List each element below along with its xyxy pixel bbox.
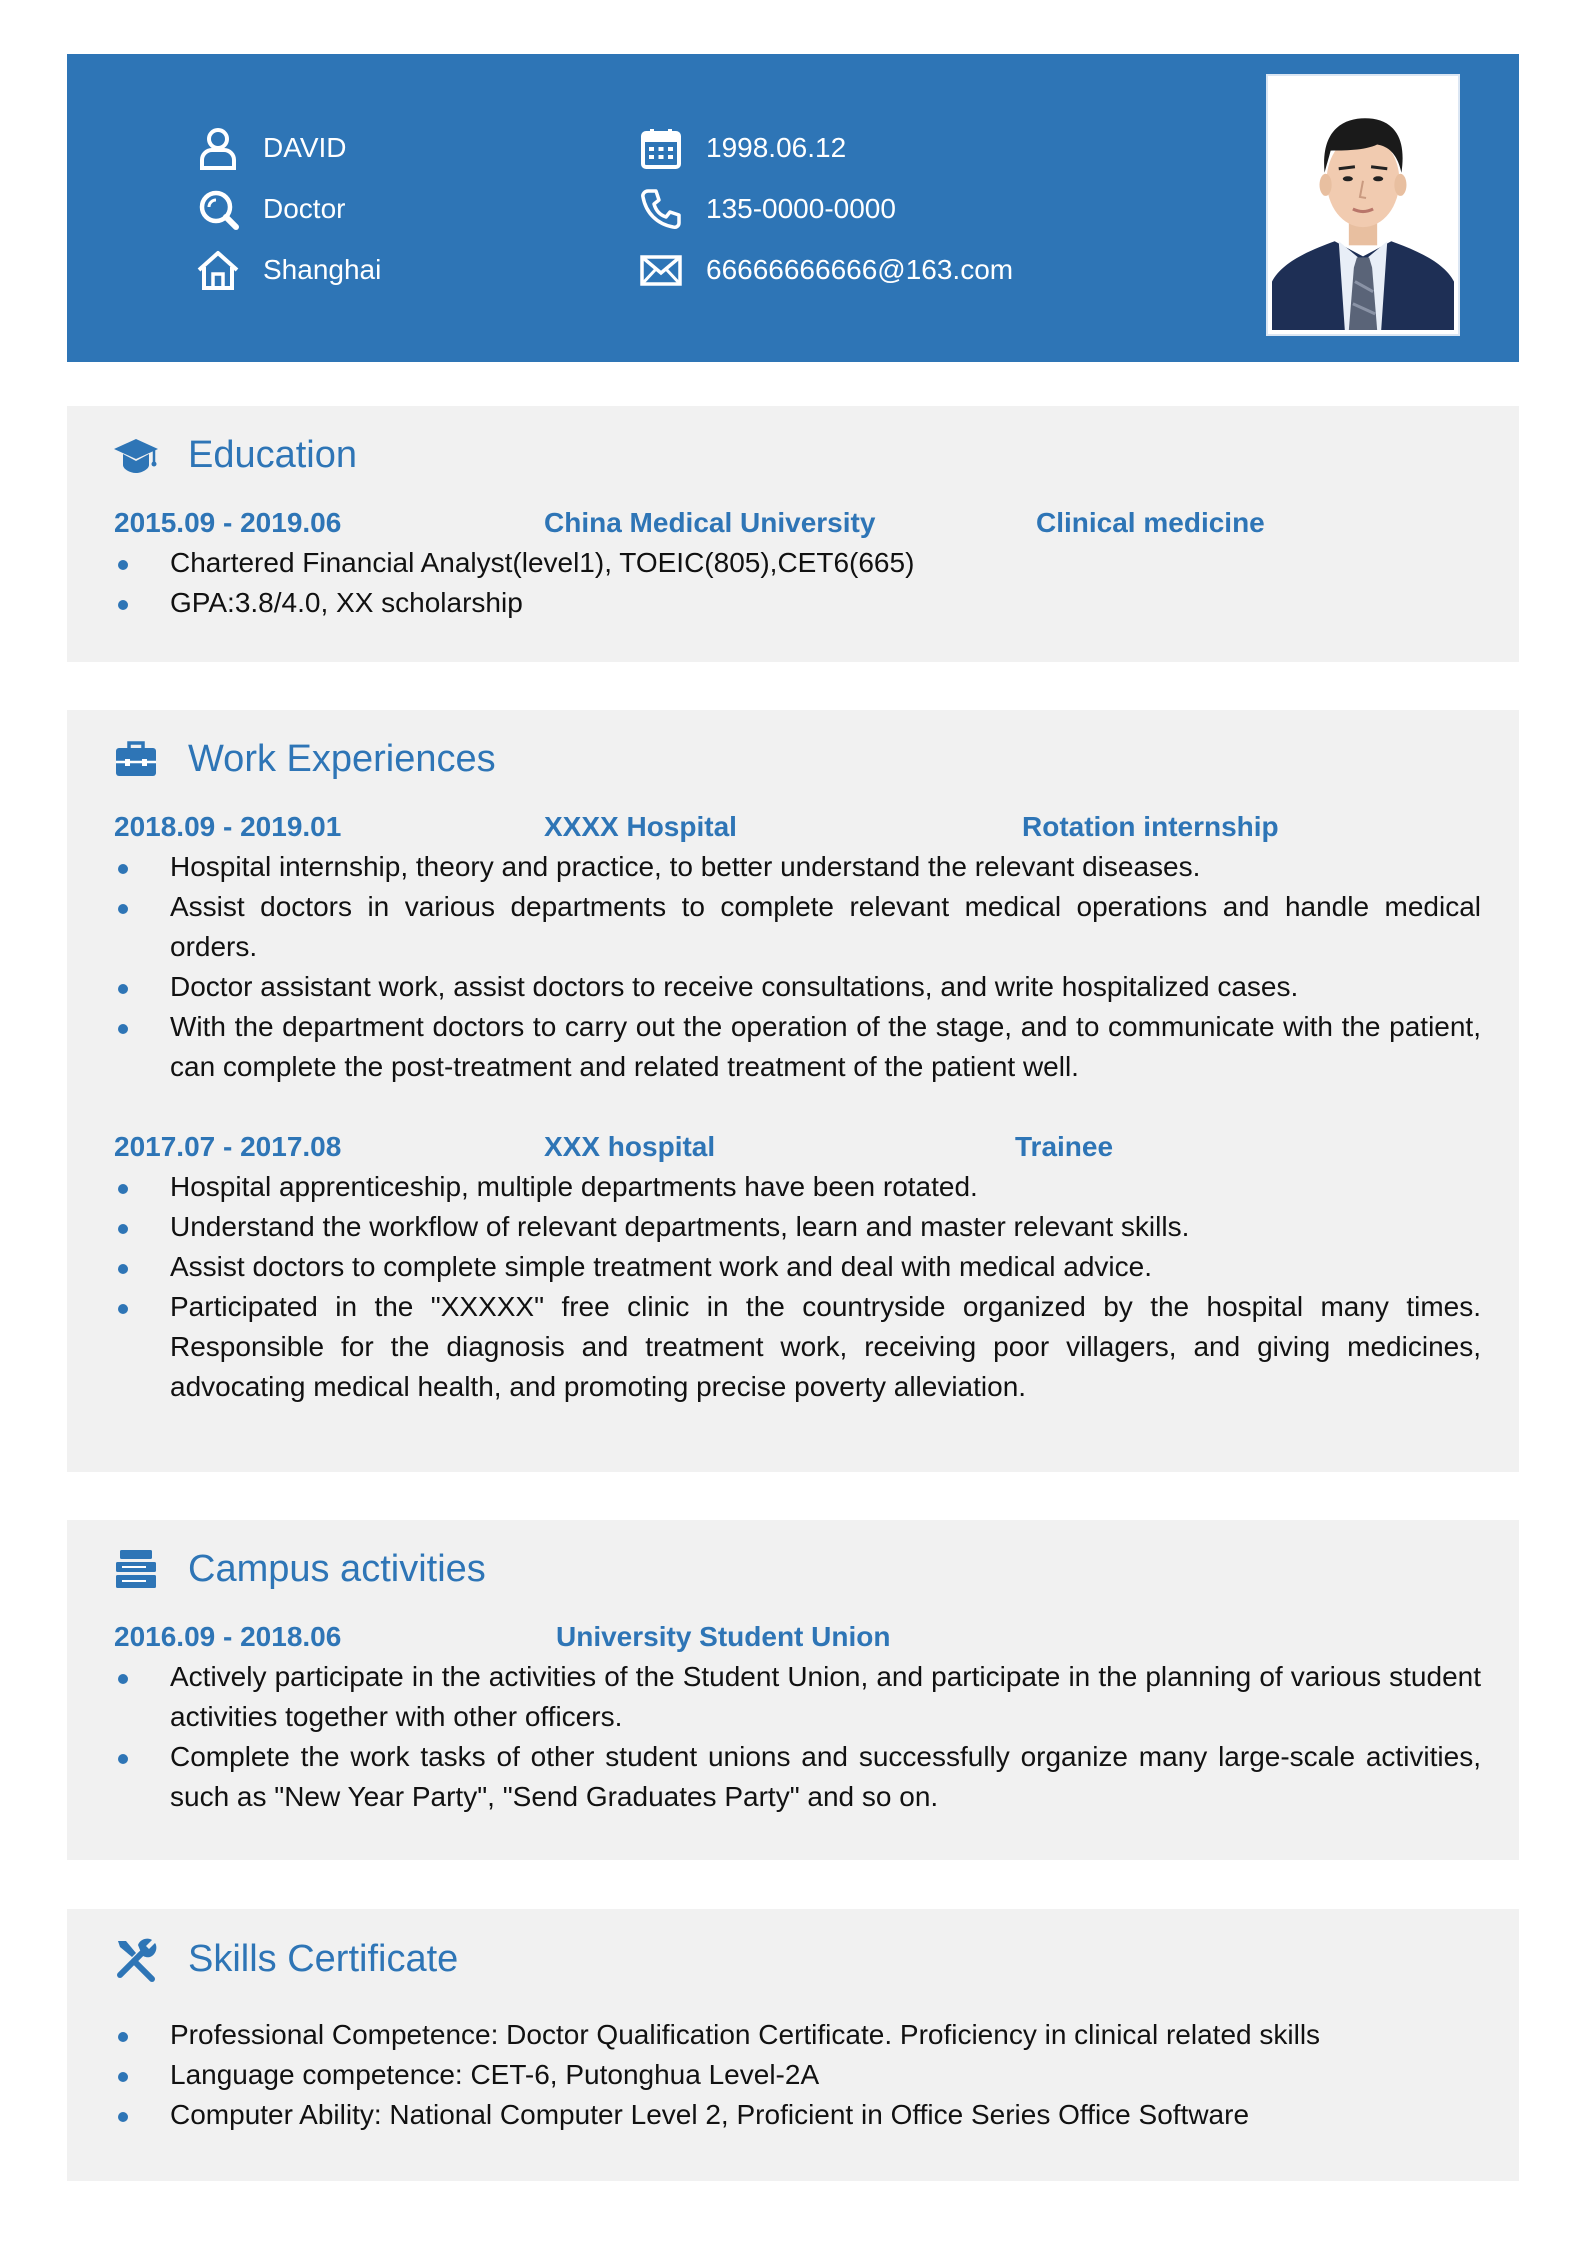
- campus-section: [67, 1520, 1519, 1860]
- birthday-row: [638, 123, 846, 173]
- calendar-icon: [638, 125, 684, 171]
- bullet-dot-icon: [118, 2072, 128, 2082]
- work-1-org: XXXX Hospital: [544, 811, 737, 842]
- bullet-dot-icon: [118, 2112, 128, 2122]
- name-row: [195, 123, 347, 173]
- campus-title: Campus activities: [188, 1547, 486, 1590]
- campus-bullets: [114, 1657, 1481, 1817]
- city-text: Shanghai: [263, 254, 382, 285]
- campus-heading: [112, 1545, 486, 1593]
- list-item: Chartered Financial Analyst(level1), TOEIC(805),CET6(665): [114, 543, 1481, 583]
- list-item: Understand the workflow of relevant departments, learn and master relevant skills.: [114, 1207, 1481, 1247]
- list-item: Hospital internship, theory and practice, to better understand the relevant diseases.: [114, 847, 1481, 887]
- search-icon: [195, 186, 241, 232]
- phone-text: 135-0000-0000: [706, 193, 896, 224]
- work-2-org: XXX hospital: [544, 1131, 716, 1162]
- graduation-cap-icon: [112, 431, 160, 479]
- campus-entry-header: [114, 1621, 1479, 1655]
- list-item: Complete the work tasks of other student unions and successfully organize many large-scale activities, such as "New Year Party", "Send Graduates Party" and so on.: [114, 1737, 1481, 1817]
- birthday-text: 1998.06.12: [706, 132, 847, 163]
- tools-icon: [112, 1935, 160, 1983]
- list-item: Computer Ability: National Computer Level 2, Proficient in Office Series Office Software: [114, 2095, 1481, 2135]
- bullet-dot-icon: [118, 984, 128, 994]
- bullet-dot-icon: [118, 904, 128, 914]
- list-item: Participated in the "XXXXX" free clinic in the countryside organized by the hospital many times. Responsible for the diagnosis and treatment work, receiving poor villagers, and giving medicines, advocating medical health, and promoting precise poverty alleviation.: [114, 1287, 1481, 1407]
- education-entry-header: [114, 507, 1479, 541]
- name-text: DAVID: [263, 132, 347, 163]
- education-school: China Medical University: [544, 507, 876, 538]
- briefcase-icon: [112, 735, 160, 783]
- city-row: [195, 245, 381, 295]
- home-icon: [195, 247, 241, 293]
- campus-period: 2016.09 - 2018.06: [114, 1621, 342, 1652]
- mail-icon: [638, 247, 684, 293]
- work-section: [67, 710, 1519, 1472]
- profile-header: [67, 54, 1519, 362]
- bullet-dot-icon: [118, 560, 128, 570]
- skills-bullets: [114, 2015, 1481, 2135]
- education-major: Clinical medicine: [1036, 507, 1265, 538]
- books-icon: [112, 1545, 160, 1593]
- bullet-dot-icon: [118, 2032, 128, 2042]
- list-item: Professional Competence: Doctor Qualification Certificate. Proficiency in clinical related skills: [114, 2015, 1481, 2055]
- list-item: GPA:3.8/4.0, XX scholarship: [114, 583, 1481, 623]
- person-icon: [195, 125, 241, 171]
- phone-row: [638, 184, 896, 234]
- bullet-dot-icon: [118, 1224, 128, 1234]
- list-item: Language competence: CET-6, Putonghua Level-2A: [114, 2055, 1481, 2095]
- bullet-dot-icon: [118, 600, 128, 610]
- education-title: Education: [188, 433, 358, 476]
- work-entry-2-header: [114, 1131, 1479, 1165]
- list-item: Doctor assistant work, assist doctors to receive consultations, and write hospitalized cases.: [114, 967, 1481, 1007]
- bullet-dot-icon: [118, 1754, 128, 1764]
- bullet-dot-icon: [118, 1264, 128, 1274]
- skills-title: Skills Certificate: [188, 1937, 459, 1980]
- profession-text: Doctor: [263, 193, 346, 224]
- profession-row: [195, 184, 345, 234]
- bullet-dot-icon: [118, 864, 128, 874]
- work-title: Work Experiences: [188, 737, 496, 780]
- list-item: Assist doctors to complete simple treatment work and deal with medical advice.: [114, 1247, 1481, 1287]
- bullet-dot-icon: [118, 1184, 128, 1194]
- work-entry-1-header: [114, 811, 1479, 845]
- work-2-bullets: [114, 1167, 1481, 1407]
- email-text: 66666666666@163.com: [706, 254, 1014, 285]
- email-row: [638, 245, 1013, 295]
- list-item: Actively participate in the activities of the Student Union, and participate in the planning of various student activities together with other officers.: [114, 1657, 1481, 1737]
- bullet-dot-icon: [118, 1024, 128, 1034]
- phone-icon: [638, 186, 684, 232]
- work-1-bullets: [114, 847, 1481, 1087]
- list-item: Hospital apprenticeship, multiple departments have been rotated.: [114, 1167, 1481, 1207]
- education-bullets: [114, 543, 1481, 623]
- work-1-role: Rotation internship: [1022, 811, 1279, 842]
- campus-org: University Student Union: [556, 1621, 891, 1652]
- skills-section: [67, 1909, 1519, 2181]
- work-heading: [112, 735, 496, 783]
- profile-photo: [1266, 74, 1460, 336]
- bullet-dot-icon: [118, 1304, 128, 1314]
- education-section: [67, 406, 1519, 662]
- work-2-role: Trainee: [1015, 1131, 1114, 1162]
- list-item: With the department doctors to carry out the operation of the stage, and to communicate with the patient, can complete the post-treatment and related treatment of the patient well.: [114, 1007, 1481, 1087]
- education-heading: [112, 431, 357, 479]
- skills-heading: [112, 1935, 458, 1983]
- work-2-period: 2017.07 - 2017.08: [114, 1131, 342, 1162]
- work-1-period: 2018.09 - 2019.01: [114, 811, 342, 842]
- list-item: Assist doctors in various departments to complete relevant medical operations and handle medical orders.: [114, 887, 1481, 967]
- bullet-dot-icon: [118, 1674, 128, 1684]
- education-period: 2015.09 - 2019.06: [114, 507, 342, 538]
